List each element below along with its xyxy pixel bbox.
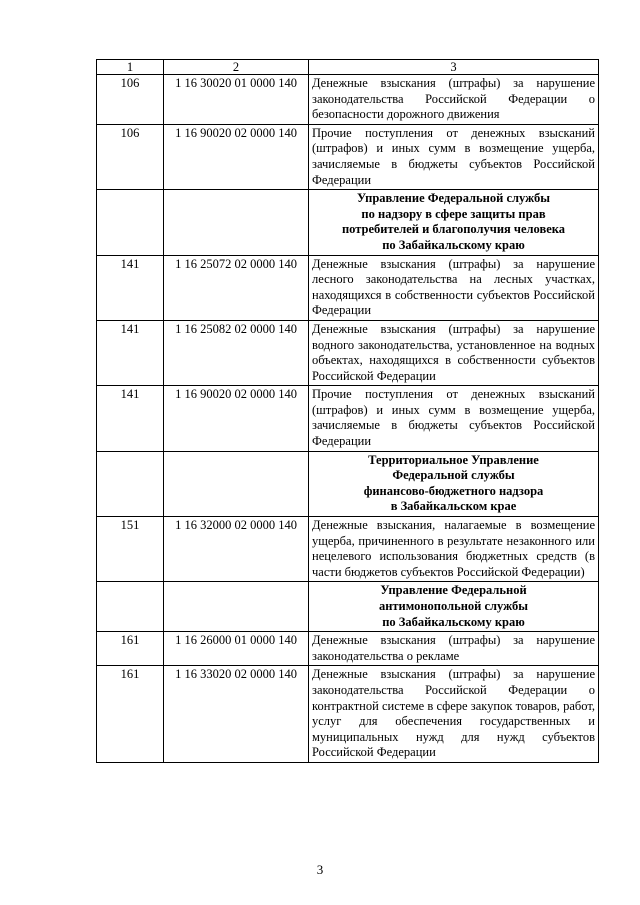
budget-classification-code-cell: 1 16 90020 02 0000 140 bbox=[164, 124, 309, 189]
header-col-3: 3 bbox=[309, 60, 599, 75]
department-name bbox=[309, 451, 599, 516]
revenue-description-cell: Денежные взыскания (штрафы) за нарушение законодательства Российской Федерации о безопасности дорожного движения bbox=[309, 75, 599, 125]
revenue-description-cell: Прочие поступления от денежных взысканий (штрафов) и иных сумм в возмещение ущерба, зачисляемые в бюджеты субъектов Российской Федерации bbox=[309, 124, 599, 189]
table-row bbox=[97, 75, 599, 125]
admin-code-cell: 141 bbox=[97, 386, 164, 451]
department-name-line: Федеральной службы bbox=[392, 468, 515, 483]
empty-cell bbox=[164, 190, 309, 255]
budget-classification-code-cell: 1 16 25082 02 0000 140 bbox=[164, 320, 309, 385]
header-col-1: 1 bbox=[97, 60, 164, 75]
department-name-line: финансово-бюджетного надзора bbox=[363, 483, 544, 498]
revenue-description-cell: Денежные взыскания (штрафы) за нарушение лесного законодательства на лесных участках, находящихся в собственности субъектов Российской Федерации bbox=[309, 255, 599, 320]
admin-code-cell: 141 bbox=[97, 320, 164, 385]
department-name-line: по Забайкальскому краю bbox=[382, 614, 525, 629]
department-name-line: Территориальное Управление bbox=[368, 452, 539, 467]
revenue-description-cell: Прочие поступления от денежных взысканий (штрафов) и иных сумм в возмещение ущерба, зачисляемые в бюджеты субъектов Российской Федерации bbox=[309, 386, 599, 451]
table-row bbox=[97, 124, 599, 189]
department-name-line: антимонопольной службы bbox=[378, 599, 529, 613]
page-number: 3 bbox=[316, 862, 324, 877]
department-name-line: по Забайкальскому краю bbox=[382, 237, 525, 252]
budget-classification-code-cell: 1 16 26000 01 0000 140 bbox=[164, 632, 309, 666]
admin-code-cell: 141 bbox=[97, 255, 164, 320]
table-row bbox=[97, 632, 599, 666]
empty-cell bbox=[164, 582, 309, 632]
header-col-2: 2 bbox=[164, 60, 309, 75]
department-name-line: Управление Федеральной службы bbox=[356, 191, 551, 206]
admin-code-cell: 161 bbox=[97, 632, 164, 666]
admin-code-cell: 106 bbox=[97, 75, 164, 125]
admin-code-cell: 161 bbox=[97, 666, 164, 763]
admin-code-cell: 151 bbox=[97, 517, 164, 582]
table-body bbox=[97, 60, 599, 763]
budget-classification-code-cell: 1 16 90020 02 0000 140 bbox=[164, 386, 309, 451]
table-row bbox=[97, 320, 599, 385]
revenue-description-cell: Денежные взыскания (штрафы) за нарушение законодательства Российской Федерации о контрактной системе в сфере закупок товаров, работ, услуг для обеспечения государственных и муниципальных нужд для нужд субъектов Российской Федерации bbox=[309, 666, 599, 763]
department-name-line: в Забайкальском крае bbox=[390, 499, 517, 514]
department-header-row bbox=[97, 190, 599, 255]
table-header-row bbox=[97, 60, 599, 75]
empty-cell bbox=[97, 451, 164, 516]
table-row bbox=[97, 666, 599, 763]
table-row bbox=[97, 386, 599, 451]
department-name-line: потребителей и благополучия человека bbox=[341, 222, 566, 237]
budget-classification-code-cell: 1 16 25072 02 0000 140 bbox=[164, 255, 309, 320]
document-sheet bbox=[96, 59, 598, 763]
empty-cell bbox=[97, 582, 164, 632]
revenue-description-cell: Денежные взыскания, налагаемые в возмещение ущерба, причиненного в результате незаконного или нецелевого использования бюджетных средств (в части бюджетов субъектов Российской Федерации) bbox=[309, 517, 599, 582]
department-header-row bbox=[97, 451, 599, 516]
budget-classification-code-cell: 1 16 33020 02 0000 140 bbox=[164, 666, 309, 763]
department-name-line: Управление Федеральной bbox=[380, 583, 527, 598]
budget-classification-code-cell: 1 16 32000 02 0000 140 bbox=[164, 517, 309, 582]
table-row bbox=[97, 255, 599, 320]
department-name bbox=[309, 190, 599, 255]
revenue-description-cell: Денежные взыскания (штрафы) за нарушение законодательства о рекламе bbox=[309, 632, 599, 666]
department-header-row bbox=[97, 582, 599, 632]
admin-code-cell: 106 bbox=[97, 124, 164, 189]
department-name-line: по надзору в сфере защиты прав bbox=[361, 206, 546, 221]
revenue-description-cell: Денежные взыскания (штрафы) за нарушение водного законодательства, установленное на водных объектах, находящихся в собственности субъектов Российской Федерации bbox=[309, 320, 599, 385]
budget-classification-code-cell: 1 16 30020 01 0000 140 bbox=[164, 75, 309, 125]
empty-cell bbox=[164, 451, 309, 516]
department-name bbox=[309, 582, 599, 632]
budget-revenue-table bbox=[96, 59, 599, 763]
empty-cell bbox=[97, 190, 164, 255]
table-row bbox=[97, 517, 599, 582]
